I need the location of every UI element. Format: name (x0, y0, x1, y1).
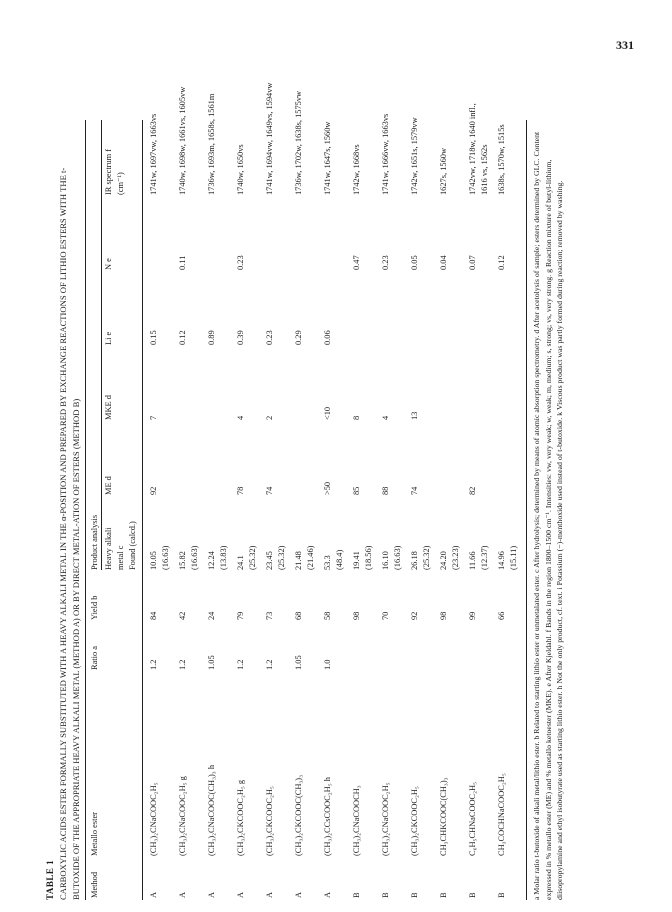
cell-ratio (346, 620, 375, 670)
cell-n (143, 195, 172, 270)
cell-ir (491, 120, 520, 195)
page-number: 331 (616, 38, 634, 52)
cell-found: 19.41 (352, 551, 362, 570)
cell-ir (201, 93, 230, 195)
cell-found: 14.96 (497, 551, 507, 570)
cell-ester: (CH₃)₂CKCOOC₂H₅ (265, 786, 275, 856)
table-block (44, 82, 565, 900)
cell-heavy-metal (143, 495, 172, 570)
cell-found: 21.48 (294, 551, 304, 570)
table-body (143, 82, 520, 900)
cell-ir (143, 113, 172, 195)
table-row (375, 120, 404, 900)
cell-mke (491, 345, 520, 420)
cell-mke: <10 (323, 406, 333, 420)
cell-me: 88 (381, 486, 391, 495)
cell-mke: 7 (149, 415, 159, 420)
cell-calcd: (21.46) (306, 545, 316, 570)
cell-heavy-metal (433, 495, 462, 570)
header-spacer (102, 570, 140, 620)
table-row (346, 120, 375, 900)
cell-ir (375, 113, 404, 195)
cell-ir-line1: 1742vw, 1718w, 1640 infl., (468, 103, 478, 195)
cell-li (433, 270, 462, 345)
cell-me: 85 (352, 486, 362, 495)
cell-ir-line1: 1740w, 1650vs (236, 144, 246, 195)
cell-found: 16.10 (381, 551, 391, 570)
table-row (259, 120, 288, 900)
cell-li (491, 270, 520, 345)
header-heavy-metal (102, 495, 140, 570)
cell-method: A (207, 891, 217, 898)
cell-ratio: 1.2 (236, 659, 246, 670)
cell-method: A (178, 891, 188, 898)
cell-ratio: 1.2 (178, 659, 188, 670)
cell-ir (404, 117, 433, 195)
cell-li: 0.39 (236, 330, 246, 345)
cell-heavy-metal (259, 495, 288, 570)
cell-ester: (CH₃)₂CKCOOC(CH₃)₃ (294, 774, 304, 856)
cell-calcd: (48.4) (335, 549, 345, 570)
cell-me: 92 (149, 486, 159, 495)
cell-found: 15.82 (178, 551, 188, 570)
cell-ratio: 1.2 (149, 659, 159, 670)
cell-mke: 4 (381, 415, 391, 420)
cell-ester: C₆H₅CHNaCOOC₂H₅ (468, 781, 478, 856)
cell-me: 74 (410, 486, 420, 495)
cell-mke (201, 345, 230, 420)
cell-n: 0.05 (410, 255, 420, 270)
cell-heavy-metal (201, 495, 230, 570)
cell-ir-line1: 1742w, 1668vs (352, 144, 362, 195)
cell-method: B (468, 892, 478, 898)
header-spacer (102, 620, 140, 670)
cell-found: 26.18 (410, 551, 420, 570)
table-row (201, 120, 230, 900)
cell-heavy-metal (346, 495, 375, 570)
cell-calcd: (23.23) (451, 545, 461, 570)
cell-yield: 84 (149, 611, 159, 620)
cell-ir-line1: 1638s, 1570w, 1515s (497, 124, 507, 195)
cell-n: 0.23 (381, 255, 391, 270)
cell-ratio (433, 620, 462, 670)
cell-method: B (381, 892, 391, 898)
cell-method: A (149, 891, 159, 898)
cell-ratio: 1.0 (323, 659, 333, 670)
cell-me (201, 420, 230, 495)
cell-li (346, 270, 375, 345)
table-row (462, 120, 491, 900)
cell-method: B (497, 892, 507, 898)
header-mke: MKE d (104, 395, 114, 420)
cell-method: B (410, 892, 420, 898)
cell-n: 0.11 (178, 255, 188, 270)
cell-ester: CH₃CHKCOOC(CH₃)₃ (439, 777, 449, 856)
cell-heavy-metal (491, 495, 520, 570)
cell-ester: (CH₃)₂CNaCOOC₂H₅ (381, 782, 391, 856)
header-spacer (102, 670, 140, 856)
cell-ester: (CH₃)₂CNaCOOC₂H₅ g (178, 776, 188, 856)
cell-me (172, 420, 201, 495)
cell-yield: 70 (381, 611, 391, 620)
header-li: Li e (104, 331, 114, 345)
cell-found: 11.66 (468, 551, 478, 570)
cell-calcd: (13.83) (219, 545, 229, 570)
cell-li: 0.15 (149, 330, 159, 345)
cell-yield: 79 (236, 611, 246, 620)
cell-calcd: (16.63) (190, 545, 200, 570)
cell-me (288, 420, 317, 495)
cell-calcd: (16.63) (393, 545, 403, 570)
cell-n: 0.23 (236, 255, 246, 270)
cell-heavy-metal (230, 495, 259, 570)
cell-ir-line1: 1736w, 1693m, 1658s, 1561m (207, 93, 217, 195)
cell-n: 0.47 (352, 255, 362, 270)
cell-ratio (462, 620, 491, 670)
cell-ester: (CH₃)₂CNaCOOC₂H₅ (149, 782, 159, 856)
cell-yield: 92 (410, 611, 420, 620)
cell-ir-line1: 1742w, 1651s, 1579vw (410, 117, 420, 195)
cell-ester: CH₃COCHNaCOOC₂H₅ (497, 773, 507, 856)
cell-method: A (323, 891, 333, 898)
cell-mke (172, 345, 201, 420)
header-ester: Metallo ester (90, 812, 100, 856)
cell-ir-line2: 1616 vs, 1562s (480, 144, 490, 195)
cell-ratio: 1.05 (207, 655, 217, 670)
cell-li: 0.06 (323, 330, 333, 345)
cell-heavy-metal (404, 495, 433, 570)
cell-heavy-metal (317, 495, 346, 570)
cell-ir (433, 120, 462, 195)
cell-heavy-metal (288, 495, 317, 570)
cell-method: A (265, 891, 275, 898)
table-row (230, 120, 259, 900)
cell-found: 53.3 (323, 555, 333, 570)
cell-me (433, 420, 462, 495)
cell-ir (259, 82, 288, 195)
cell-ir (317, 120, 346, 195)
cell-ir-line1: 1627s, 1560w (439, 148, 449, 195)
cell-ir-line1: 1741w, 1666vw, 1663vs (381, 113, 391, 195)
cell-li: 0.23 (265, 330, 275, 345)
cell-ir-line1: 1740w, 1698w, 1661vs, 1605vw (178, 86, 188, 195)
table-label: TABLE 1 (45, 859, 55, 900)
cell-li: 0.29 (294, 330, 304, 345)
cell-ir-line1: 1736w, 1702w, 1638s, 1575vw (294, 90, 304, 195)
cell-ir-line1: 1741w, 1647s, 1560w (323, 121, 333, 195)
cell-ir (462, 103, 491, 195)
cell-li (462, 270, 491, 345)
header-ir-line1: IR spectrum f (104, 148, 114, 195)
cell-method: B (352, 892, 362, 898)
cell-heavy-metal (462, 495, 491, 570)
cell-yield: 42 (178, 611, 188, 620)
cell-mke (462, 345, 491, 420)
cell-mke: 13 (410, 411, 420, 420)
cell-method: B (439, 892, 449, 898)
cell-calcd: (18.56) (364, 545, 374, 570)
cell-found: 12.24 (207, 551, 217, 570)
table-row (433, 120, 462, 900)
table-row (491, 120, 520, 900)
header-heavy-line2: metal c (116, 545, 126, 570)
cell-n (201, 195, 230, 270)
cell-yield: 24 (207, 611, 217, 620)
cell-ir-line1: 1741w, 1697vw, 1663vs (149, 113, 159, 195)
cell-yield: 66 (497, 611, 507, 620)
cell-n (288, 195, 317, 270)
cell-n: 0.04 (439, 255, 449, 270)
cell-ester: (CH₃)₂CKCOOC₂H₅ (410, 786, 420, 856)
cell-ester: (CH₃)₂CNaCOOC(CH₃)₃ h (207, 764, 217, 856)
header-ratio: Ratio a (90, 646, 100, 670)
cell-ir (346, 120, 375, 195)
cell-heavy-metal (172, 495, 201, 570)
cell-yield: 98 (352, 611, 362, 620)
cell-ir (288, 90, 317, 195)
cell-calcd: (15.11) (509, 545, 519, 570)
cell-yield: 73 (265, 611, 275, 620)
cell-me: >50 (323, 481, 333, 495)
header-ir-line2: (cm⁻¹) (116, 172, 126, 195)
cell-li: 0.12 (178, 330, 188, 345)
cell-li (404, 270, 433, 345)
cell-heavy-metal (375, 495, 404, 570)
cell-yield: 68 (294, 611, 304, 620)
cell-calcd: (25.32) (277, 545, 287, 570)
cell-ester: (CH₃)₂CKCOOC₂H₅ g (236, 779, 246, 856)
cell-ir (230, 120, 259, 195)
header-method: Method (90, 871, 100, 898)
cell-mke (433, 345, 462, 420)
cell-ratio (491, 620, 520, 670)
cell-li: 0.89 (207, 330, 217, 345)
table-footnotes: a Molar ratio t-butoxide of alkali metal/lithio ester. b Related to starting lithio ester or unmetalated ester. c After hydrolysis; determined by means of atomic absorption spectrometry. d After acetolysis of sample; esters determined by GLC. Content expressed in % metallo ester (ME) and % metallo ketoester (MKE). e After Kjeldahl. f Bands in the region 1800–1500 cm⁻¹. Intensities: vw, very weak; w, weak; m, medium; s, strong; vs, very strong. g Reaction mixture of butyl-lithium, diisopropylamine and ethyl isobutyrate used as starting lithio ester. h Not the only product, cf. text. i Potassium (−)-menthoxide used instead of t-butoxide. k Viscous product was partly formed during reaction; removed by washing. (532, 131, 564, 900)
cell-yield: 58 (323, 611, 333, 620)
table-row (143, 120, 172, 900)
header-product-analysis: Product analysis (86, 120, 102, 570)
cell-me: 78 (236, 486, 246, 495)
cell-me (491, 420, 520, 495)
cell-ratio: 1.05 (294, 655, 304, 670)
table-row (288, 120, 317, 900)
cell-found: 10.05 (149, 551, 159, 570)
cell-mke: 4 (236, 415, 246, 420)
cell-calcd: (16.63) (161, 545, 171, 570)
cell-found: 24.20 (439, 551, 449, 570)
cell-calcd: (12.37) (480, 545, 490, 570)
cell-method: A (294, 891, 304, 898)
cell-ester: (CH₃)₂CCsCOOC₂H₅ h (323, 777, 333, 856)
header-heavy-line3: Found (calcd.) (128, 521, 138, 570)
table-row (404, 120, 433, 900)
table-row (317, 120, 346, 900)
cell-found: 23.45 (265, 551, 275, 570)
cell-ratio (404, 620, 433, 670)
cell-ratio (375, 620, 404, 670)
cell-me: 82 (468, 486, 478, 495)
cell-n: 0.12 (497, 255, 507, 270)
header-me: ME d (104, 476, 114, 495)
cell-mke: 8 (352, 415, 362, 420)
cell-yield: 99 (468, 611, 478, 620)
cell-method: A (236, 891, 246, 898)
header-yield: Yield b (90, 595, 100, 620)
cell-ir (172, 86, 201, 195)
cell-yield: 98 (439, 611, 449, 620)
data-table (86, 82, 520, 900)
cell-ratio: 1.2 (265, 659, 275, 670)
cell-calcd: (25.32) (248, 545, 258, 570)
cell-calcd: (25.32) (422, 545, 432, 570)
bottom-rule (526, 120, 527, 900)
cell-mke: 2 (265, 415, 275, 420)
header-ir (102, 120, 140, 195)
cell-ester: (CH₃)₂CNaCOOCH₃ (352, 785, 362, 856)
cell-n (259, 195, 288, 270)
header-spacer (102, 856, 140, 900)
cell-li (375, 270, 404, 345)
table-caption: CARBOXYLIC ACIDS ESTER FORMALLY SUBSTITUTED WITH A HEAVY ALKALI METAL IN THE α-POSITION AND PREPARED BY EXCHANGE REACTIONS OF LITHIO ESTERS WITH THE t-BUTOXIDE OF THE APPROPRIATE HEAVY ALKALI METAL (METHOD A) OR BY DIRECT METAL-ATION OF ESTERS (METHOD B) (58, 167, 81, 900)
cell-mke (288, 345, 317, 420)
cell-n (317, 195, 346, 270)
cell-found: 24.1 (236, 555, 246, 570)
header-n: N e (104, 258, 114, 270)
header-heavy-line1: Heavy alkali (104, 527, 114, 570)
cell-n: 0.07 (468, 255, 478, 270)
table-row (172, 120, 201, 900)
cell-ir-line1: 1741w, 1694vw, 1649vs, 1594vw (265, 82, 275, 195)
cell-me: 74 (265, 486, 275, 495)
